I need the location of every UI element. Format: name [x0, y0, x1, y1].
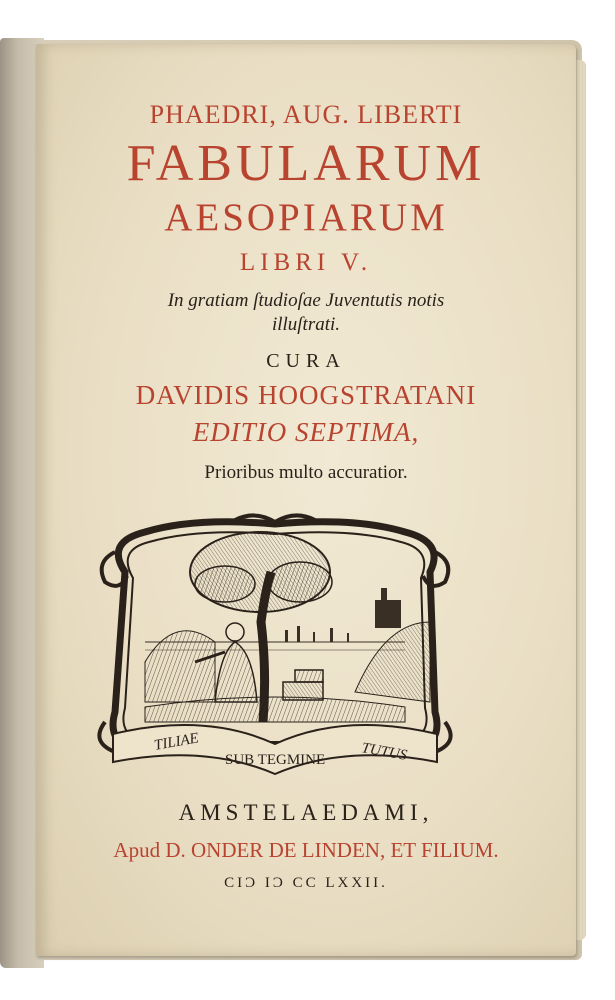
subtitle-line-2: illuſtrati. [271, 314, 341, 335]
title-line-fabularum: FABULARUM [126, 135, 486, 192]
editor-line: DAVIDIS HOOGSTRATANI [135, 380, 477, 410]
motto-word-3: TUTUS [360, 740, 409, 764]
imprint-city: AMSTELAEDAMI, [178, 800, 434, 825]
imprint-publisher: Apud D. ONDER DE LINDEN, ET FILIUM. [113, 838, 499, 862]
motto-word-2: SUB TEGMINE [225, 752, 326, 768]
libri-line: LIBRI V. [239, 249, 373, 276]
motto-word-1: TILIAE [152, 730, 201, 754]
subtitle-line-1: In gratiam ſtudioſae Juventutis notis [167, 290, 445, 311]
engraved-vignette [85, 512, 465, 792]
author-line: PHAEDRI, AUG. LIBERTI [149, 100, 463, 129]
cura-line: CURA [266, 350, 346, 372]
accuracy-line: Prioribus multo accuratior. [204, 462, 408, 483]
title-line-aesopiarum: AESOPIARUM [164, 196, 448, 239]
imprint-year: CIϽ IϽ CC LXXII. [224, 875, 388, 891]
edition-line: EDITIO SEPTIMA, [192, 417, 420, 447]
